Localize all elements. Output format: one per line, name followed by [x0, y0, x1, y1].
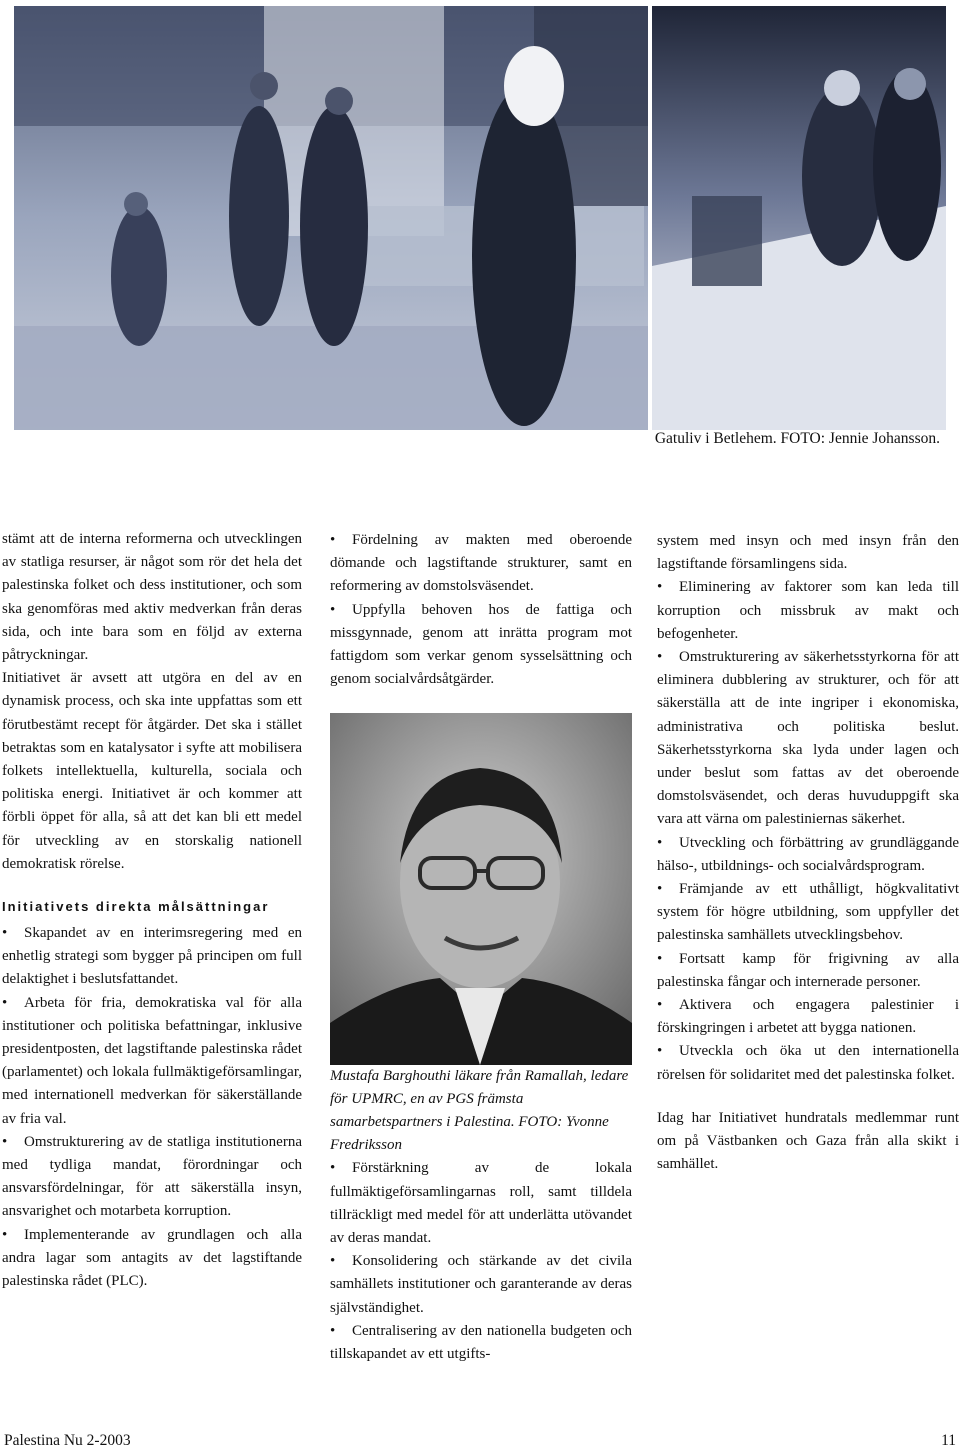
column-1	[2, 528, 302, 1293]
bullet-icon: •	[657, 950, 663, 967]
bullet-icon: •	[330, 1253, 336, 1270]
col3-bullet-text: Omstrukturering av säkerhetsstyrkorna för att eliminera dubblering av strukturer, och för att säkerställa att de inte ingriper i ekonomiska, administrativa och politiska beslut. Säkerhetsstyrkorna ska lyda under lagen och under beslut som fattas av det oberoende domstolsväsendet, och deras huvuduppgift ska vara att värna om palestiniernas säkerhet.	[657, 649, 959, 828]
col2-bullet	[330, 599, 632, 692]
section-heading: Initiativets direkta målsättningar	[2, 899, 270, 915]
bullet-icon: •	[330, 532, 336, 548]
col3-bullet	[657, 1040, 959, 1086]
portrait-graphic	[330, 713, 632, 1065]
column-3	[657, 530, 959, 1176]
col2-bullet	[330, 1157, 632, 1250]
bullet-icon: •	[657, 997, 663, 1014]
col3-bullet	[657, 646, 959, 832]
col3-closing-paragraph: Idag har Initiativet hundratals medlemmar runt om på Västbanken och Gaza från alla skikt i samhället.	[657, 1109, 959, 1173]
street-photo-graphic	[14, 6, 648, 430]
col3-bullet-text: Eliminering av faktorer som kan leda till korruption och missbruk av makt och befogenheter.	[657, 579, 959, 642]
col1-bullet-text: Arbeta för fria, demokratiska val för alla institutioner och politiska befattningar, inklusive presidentposten, det lagstiftande palestinska rådet (parlamentet) och lokala fullmäktigeförsamlingar, med internationell medverkan för säkerställande av fria val.	[2, 994, 302, 1127]
footer-publication: Palestina Nu 2-2003	[4, 1432, 131, 1449]
street-photo-women	[652, 6, 946, 430]
col1-bullet-text: Implementerande av grundlagen och alla andra lagar som antagits av det lagstiftande palestinska rådet (PLC).	[2, 1226, 302, 1290]
bullet-icon: •	[657, 579, 663, 596]
col3-bullet-text: Fortsatt kamp för frigivning av alla palestinska fångar och internerade personer.	[657, 950, 959, 990]
col2-bullet-text: Förstärkning av de lokala fullmäktigeförsamlingarnas roll, samt tilldela tillräckligt med medel för att underlätta utövandet av deras mandat.	[330, 1160, 632, 1247]
col3-intro-paragraph: system med insyn och med insyn från den lagstiftande församlingens sida.	[657, 533, 959, 573]
col2-bullet-text: Konsolidering och stärkande av det civila samhällets institutioner och garanterande av deras självständighet.	[330, 1253, 632, 1316]
col3-bullet-text: Utveckling och förbättring av grundläggande hälso-, utbildnings- och socialvårdsprogram.	[657, 834, 959, 874]
col3-bullet	[657, 948, 959, 994]
portrait-photo	[330, 713, 632, 1065]
bullet-icon: •	[657, 649, 663, 666]
col2-bullet-text: Fördelning av makten med oberoende dömande och lagstiftande strukturer, samt en reformering av domstolsväsendet.	[330, 532, 632, 595]
col3-bullet	[657, 994, 959, 1040]
col1-bullet	[2, 922, 302, 992]
bullet-icon: •	[657, 881, 663, 898]
col3-bullet	[657, 576, 959, 646]
col2-bullet-text: Centralisering av den nationella budgeten och tillskapandet av ett utgifts-	[330, 1322, 632, 1363]
col2-bullet-text: Uppfylla behoven hos de fattiga och missgynnade, genom att inrätta program mot fattigdom som verkar genom sysselsättning och genom socialvårdsåtgärder.	[330, 601, 632, 688]
col1-bullet-text: Skapandet av en interimsregering med en enhetlig strategi som bygger på principen om full delaktighet i beslutsfattandet.	[2, 925, 302, 988]
col3-bullet-text: Utveckla och öka ut den internationella rörelsen för solidaritet med det palestinska folket.	[657, 1043, 959, 1083]
portrait-caption: Mustafa Barghouthi läkare från Ramallah, ledare för UPMRC, en av PGS främsta samarbetspartners i Palestina. FOTO: Yvonne Fredriksson	[330, 1068, 629, 1154]
bullet-icon: •	[657, 834, 663, 851]
bullet-icon: •	[2, 1133, 8, 1150]
col1-intro-paragraph: stämt att de interna reformerna och utvecklingen av statliga resurser, är något som rör det hela det palestinska folket och dess institutioner, och som ska genomföras med aktiv medverkan från deras sida, och inte bara som en följd av externa påtryckningar.	[2, 531, 302, 664]
spacer	[657, 1087, 959, 1107]
col1-paragraph-2: Initiativet är avsett att utgöra en del av en dynamisk process, och ska inte uppfattas som ett förutbestämt recept för åtgärder. Det ska i stället betraktas som en katalysator i syfte att mobilisera folkets intellektuella, kulturella, sociala och politiska energi. Initiativet är och kommer att förbli öppet för alla, så att det kan bli ett medel för utveckling av en storskalig nationell demokratisk rörelse.	[2, 670, 302, 872]
street-photo-women-graphic	[652, 6, 946, 430]
col2-bullet	[330, 1250, 632, 1320]
bullet-icon: •	[330, 601, 336, 618]
col2-bullet	[330, 1320, 632, 1366]
col1-bullet	[2, 1224, 302, 1294]
col1-bullet	[2, 992, 302, 1131]
col1-bullet	[2, 1131, 302, 1224]
photo-caption: Gatuliv i Betlehem. FOTO: Jennie Johansson.	[654, 430, 940, 447]
bullet-icon: •	[2, 994, 8, 1011]
bullet-icon: •	[2, 1226, 8, 1243]
column-2	[330, 529, 632, 1366]
bullet-icon: •	[657, 1043, 663, 1060]
col3-bullet-text: Främjande av ett uthålligt, högkvalitativt system för högre utbildning, som uppfyller det palestinska samhällets utvecklingsbehov.	[657, 881, 959, 944]
footer-page-number: 11	[941, 1432, 956, 1449]
street-photo-bethlehem	[14, 6, 648, 430]
col2-bullet	[330, 529, 632, 599]
col3-bullet-text: Aktivera och engagera palestinier i förskingringen i arbetet att bygga nationen.	[657, 997, 959, 1037]
bullet-icon: •	[2, 925, 8, 942]
bullet-icon: •	[330, 1322, 336, 1339]
col1-bullet-text: Omstrukturering av de statliga institutionerna med tydliga mandat, förordningar och ansvarsfördelningar, för att säkerställa insyn, ansvarighet och motarbeta korruption.	[2, 1133, 302, 1220]
col3-bullet	[657, 832, 959, 878]
bullet-icon: •	[330, 1160, 336, 1177]
col3-bullet	[657, 878, 959, 948]
